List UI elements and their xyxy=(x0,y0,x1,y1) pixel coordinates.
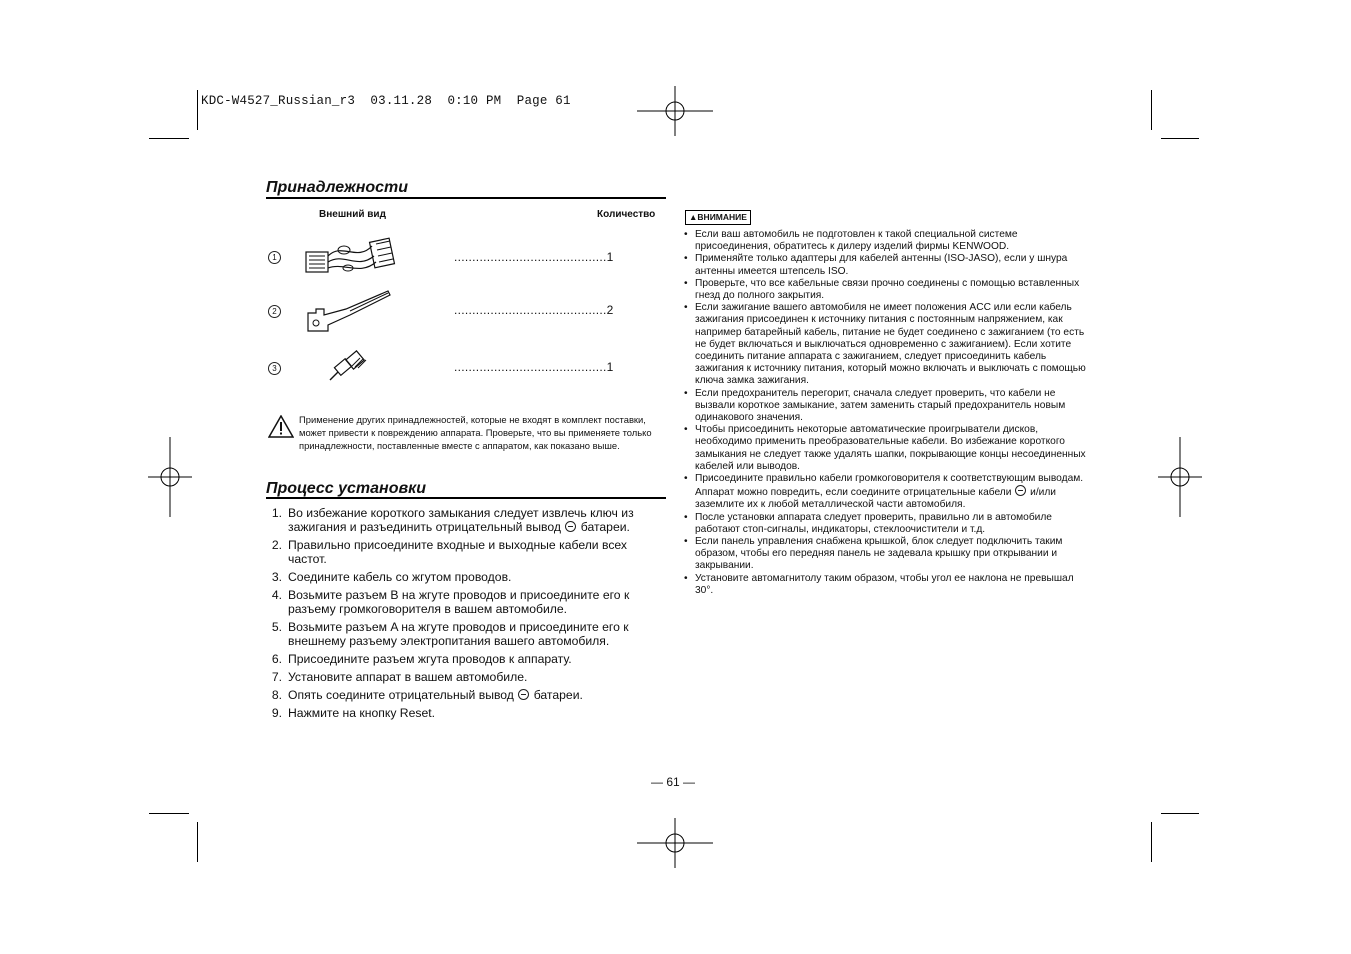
removal-tool-icon xyxy=(304,287,394,337)
print-header: KDC-W4527_Russian_r3 03.11.28 0:10 PM Page 61 xyxy=(201,94,571,108)
list-item: 9. Нажмите на кнопку Reset. xyxy=(271,706,436,720)
crop-mark xyxy=(149,138,189,139)
crop-mark xyxy=(149,813,189,814)
list-item: 7. Установите аппарат в вашем автомобиле. xyxy=(271,670,528,684)
minus-terminal-icon xyxy=(518,689,529,700)
col-quantity-header: Количество xyxy=(597,209,656,220)
list-item: 2. Правильно присоедините входные и выходные кабели всех частот. xyxy=(271,538,628,566)
item-quantity: 1 xyxy=(606,250,614,264)
crop-mark xyxy=(1161,138,1199,139)
item-quantity: 2 xyxy=(606,303,614,317)
list-item: • Присоедините правильно кабели громкоговорителя к соответствующим выводам. Аппарат можно повредить, если соедините отрицательные кабели и/или заземлите их к любой металлической части автомобиля. xyxy=(684,473,1084,511)
registration-mark-icon xyxy=(635,86,715,136)
item-number: 1 xyxy=(268,251,281,264)
leader-dots: ..........................................1 xyxy=(454,360,614,374)
leader-dots: ..........................................1 xyxy=(454,250,614,264)
list-item: • Проверьте, что все кабельные связи прочно соединены с помощью вставленных гнезд до полного закрытия. xyxy=(684,277,1080,302)
item-quantity: 1 xyxy=(606,360,614,374)
list-item: • Если зажигание вашего автомобиля не имеет положения ACC или если кабель зажигания присоединен к источнику питания с постоянным напряжением, как например батарейный кабель, питание не будет соединено с зажиганием (то есть не будет включаться и выключаться одновременно с зажиганием). Если хотите соединить питание аппарата с зажиганием, следует присоединить кабель зажигания к источнику питания, который можно включать и выключать с помощью ключа замка зажигания. xyxy=(684,302,1086,387)
item-number: 3 xyxy=(268,362,281,375)
leader-dots: ..........................................2 xyxy=(454,303,614,317)
warning-list xyxy=(684,229,1088,597)
list-item: 4. Возьмите разъем B на жгуте проводов и присоедините его к разъему громкоговорителя в вашем автомобиле. xyxy=(271,588,630,616)
wiring-harness-icon xyxy=(302,232,400,282)
page-number: — 61 — xyxy=(651,775,696,789)
minus-terminal-icon xyxy=(1015,485,1026,496)
list-item: • Чтобы присоединить некоторые автоматические проигрыватели дисков, необходимо применить преобразовательные кабели. Во избежание короткого замыкания не следует также удалять шапки, покрывающие концы несоединенных кабелей или выводов. xyxy=(684,424,1086,472)
list-item: • Если панель управления снабжена крышкой, блок следует подключить таким образом, чтобы его передняя панель не задевала крышку при открывании и закрывании. xyxy=(684,536,1063,572)
antenna-adapter-icon xyxy=(326,350,372,384)
caution-note: Применение других принадлежностей, которые не входят в комплект поставки, может привести к повреждению аппарата. Проверьте, что вы применяете только принадлежности, поставленные вместе с аппаратом, как показано выше. xyxy=(299,414,652,451)
warning-triangle-icon: ▲ xyxy=(689,212,698,222)
minus-terminal-icon xyxy=(565,521,576,532)
col-appearance-header: Внешний вид xyxy=(319,209,386,220)
list-item: 3. Соедините кабель со жгутом проводов. xyxy=(271,570,512,584)
accessories-title: Принадлежности xyxy=(266,179,409,196)
registration-mark-icon xyxy=(635,818,715,868)
list-item: 6. Присоедините разъем жгута проводов к аппарату. xyxy=(271,652,572,666)
installation-steps xyxy=(266,506,666,724)
caution-triangle-icon xyxy=(268,415,294,438)
section-rule xyxy=(266,197,666,199)
list-item: • Применяйте только адаптеры для кабелей антенны (ISO-JASO), если у шнура антенны имеется штепсель ISO. xyxy=(684,253,1068,277)
list-item: 5. Возьмите разъем A на жгуте проводов и присоедините его к внешнему разъему электропитания вашего автомобиля. xyxy=(271,620,629,648)
registration-mark-icon xyxy=(1158,437,1202,517)
list-item: 1. Во избежание короткого замыкания следует извлечь ключ из зажигания и разъединить отрицательный вывод батареи. xyxy=(271,506,634,534)
warning-badge: ▲ВНИМАНИЕ xyxy=(685,210,751,225)
crop-mark xyxy=(197,90,198,130)
section-rule xyxy=(266,497,666,499)
crop-mark xyxy=(1151,90,1152,130)
crop-mark xyxy=(1161,813,1199,814)
installation-title: Процесс установки xyxy=(266,480,427,497)
crop-mark xyxy=(197,822,198,862)
item-number: 2 xyxy=(268,305,281,318)
list-item: • Если предохранитель перегорит, сначала следует проверить, что кабели не вызвали короткое замыкание, затем заменить старый предохранитель новым одинакового значения. xyxy=(684,387,1066,424)
crop-mark xyxy=(1151,822,1152,862)
registration-mark-icon xyxy=(148,437,192,517)
list-item: • Установите автомагнитолу таким образом, чтобы угол ее наклона не превышал 30°. xyxy=(684,572,1074,596)
list-item: 8. Опять соедините отрицательный вывод батареи. xyxy=(271,688,583,702)
list-item: • Если ваш автомобиль не подготовлен к такой специальной системе присоединения, обратитесь к дилеру изделий фирмы KENWOOD. xyxy=(684,229,1018,253)
list-item: • После установки аппарата следует проверить, правильно ли в автомобиле работают стоп-сигналы, индикаторы, стеклоочистители и т.д. xyxy=(684,511,1052,535)
